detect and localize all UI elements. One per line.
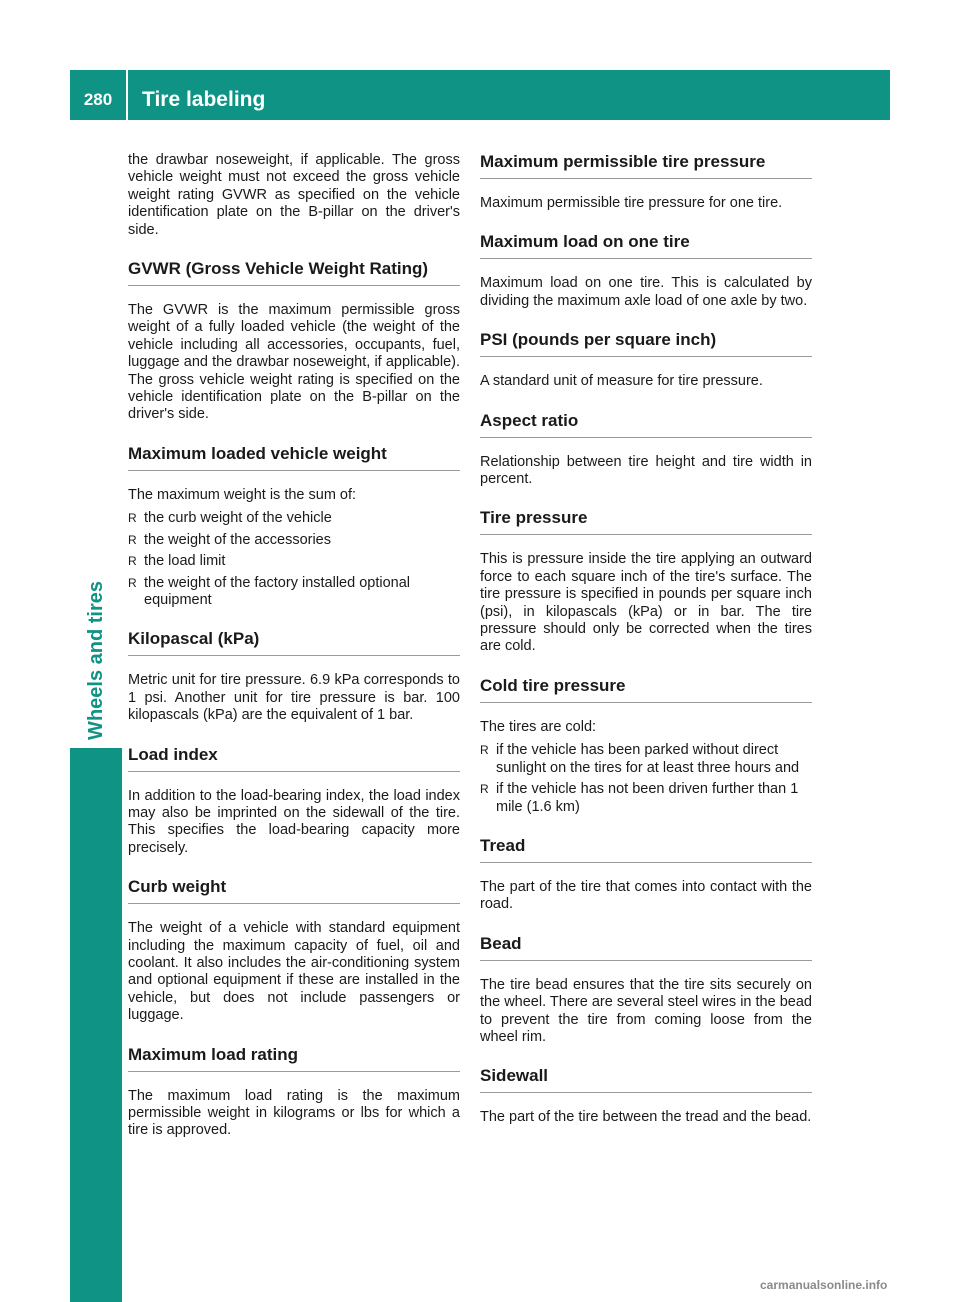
section-body: Relationship between tire height and tire width in percent. [480,453,812,488]
list-intro: The tires are cold: [480,718,597,735]
section-heading: Load index [128,745,460,772]
section-max-loaded-weight [128,444,460,609]
section-body: This is pressure inside the tire applying an outward force to each square inch of the tire's surface. The tire pressure is specified in pounds per square inch (psi), in kilopascals (kPa) or in bar. The tire pressure should only be corrected when the tires are cold. [480,551,812,655]
section-heading: Bead [480,934,812,961]
section-body: The GVWR is the maximum permissible gross weight of a fully loaded vehicle (the weight of the vehicle including all accessories, occupants, fuel, luggage and the drawbar noseweight, if applicable). The gross vehicle weight rating is specified on the vehicle identification plate on the B-pillar on the driver's side. [128,302,460,423]
section-body: In addition to the load-bearing index, the load index may also be imprinted on the sidewall of the tire. This specifies the load-bearing capacity more precisely. [128,787,460,856]
section-heading: PSI (pounds per square inch) [480,330,812,357]
section-curb-weight [128,877,460,1024]
section-body: Maximum permissible tire pressure for one tire. [480,195,783,211]
page-header [70,70,890,120]
list-item [480,781,812,816]
section-heading: GVWR (Gross Vehicle Weight Rating) [128,259,460,286]
list-item-text: the weight of the accessories [144,531,331,548]
section-psi [480,330,812,390]
section-heading: Tire pressure [480,508,812,535]
section-heading: Aspect ratio [480,411,812,438]
section-load-index [128,745,460,858]
list-item [128,532,460,549]
section-tire-pressure [480,508,812,655]
chapter-color-block [70,748,122,1302]
section-heading: Maximum permissible tire pressure [480,152,812,179]
section-heading: Tread [480,836,812,863]
section-bead [480,934,812,1047]
page-title: Tire labeling [142,88,266,111]
watermark-text: carmanualsonline.info [760,1278,888,1292]
section-body: The tire bead ensures that the tire sits securely on the wheel. There are several steel wires in the bead to prevent the tire from coming loose from the wheel rim. [480,976,812,1045]
bullet-icon: R [128,511,137,526]
page-number: 280 [83,90,113,109]
section-max-load-rating [128,1045,460,1140]
list-item-text: the weight of the factory installed optional equipment [144,574,410,608]
list-item-text: the load limit [144,553,226,570]
bullet-list [480,742,812,816]
section-body: Maximum load on one tire. This is calculated by dividing the maximum axle load of one axle by two. [480,275,812,309]
section-tread [480,836,812,914]
list-item [128,510,460,527]
section-body: Metric unit for tire pressure. 6.9 kPa corresponds to 1 psi. Another unit for tire pressure is bar. 100 kilopascals (kPa) are the equivalent of 1 bar. [128,672,460,724]
section-heading: Sidewall [480,1066,812,1093]
bullet-icon: R [480,743,489,758]
section-kilopascal [128,629,460,724]
section-heading: Curb weight [128,877,460,904]
section-heading: Maximum load rating [128,1045,460,1072]
section-gvwr [128,259,460,424]
section-body: The maximum load rating is the maximum permissible weight in kilograms or lbs for which a tire is approved. [128,1087,460,1139]
intro-paragraph: the drawbar noseweight, if applicable. The gross vehicle weight must not exceed the gross vehicle weight rating GVWR as specified on the vehicle identification plate on the B-pillar on the driver's side. [128,152,460,238]
section-aspect-ratio [480,411,812,489]
section-heading: Maximum loaded vehicle weight [128,444,460,471]
section-body: A standard unit of measure for tire pressure. [480,373,763,390]
list-item [128,575,460,610]
section-cold-tire-pressure [480,676,812,816]
chapter-tab [70,130,122,740]
right-column [480,152,812,1147]
section-body: The part of the tire between the tread and the bead. [480,1109,812,1126]
chapter-label [70,130,122,740]
bullet-icon: R [480,782,489,797]
bullet-list [128,510,460,609]
list-item [128,553,460,570]
header-divider [126,70,128,120]
left-column [128,152,460,1160]
section-body: The part of the tire that comes into contact with the road. [480,878,812,913]
bullet-icon: R [128,532,137,547]
list-item [480,742,812,777]
bullet-icon: R [128,554,137,569]
chapter-label-text: Wheels and tires [84,581,107,740]
section-max-load-one-tire [480,232,812,310]
list-item-text: the curb weight of the vehicle [144,510,332,527]
section-max-tire-pressure [480,152,812,212]
section-heading: Maximum load on one tire [480,232,812,259]
section-heading: Kilopascal (kPa) [128,629,460,656]
list-intro: The maximum weight is the sum of: [128,486,357,503]
section-body: The weight of a vehicle with standard equipment including the maximum capacity of fuel, oil and coolant. It also includes the air-conditioning system and optional equipment if these are installed in the vehicle, but does not include passengers or luggage. [128,920,460,1024]
section-sidewall [480,1066,812,1126]
section-heading: Cold tire pressure [480,676,812,703]
list-item-text: if the vehicle has not been driven further than 1 mile (1.6 km) [496,781,799,815]
bullet-icon: R [128,575,137,590]
list-item-text: if the vehicle has been parked without direct sunlight on the tires for at least three hours and [496,742,800,776]
